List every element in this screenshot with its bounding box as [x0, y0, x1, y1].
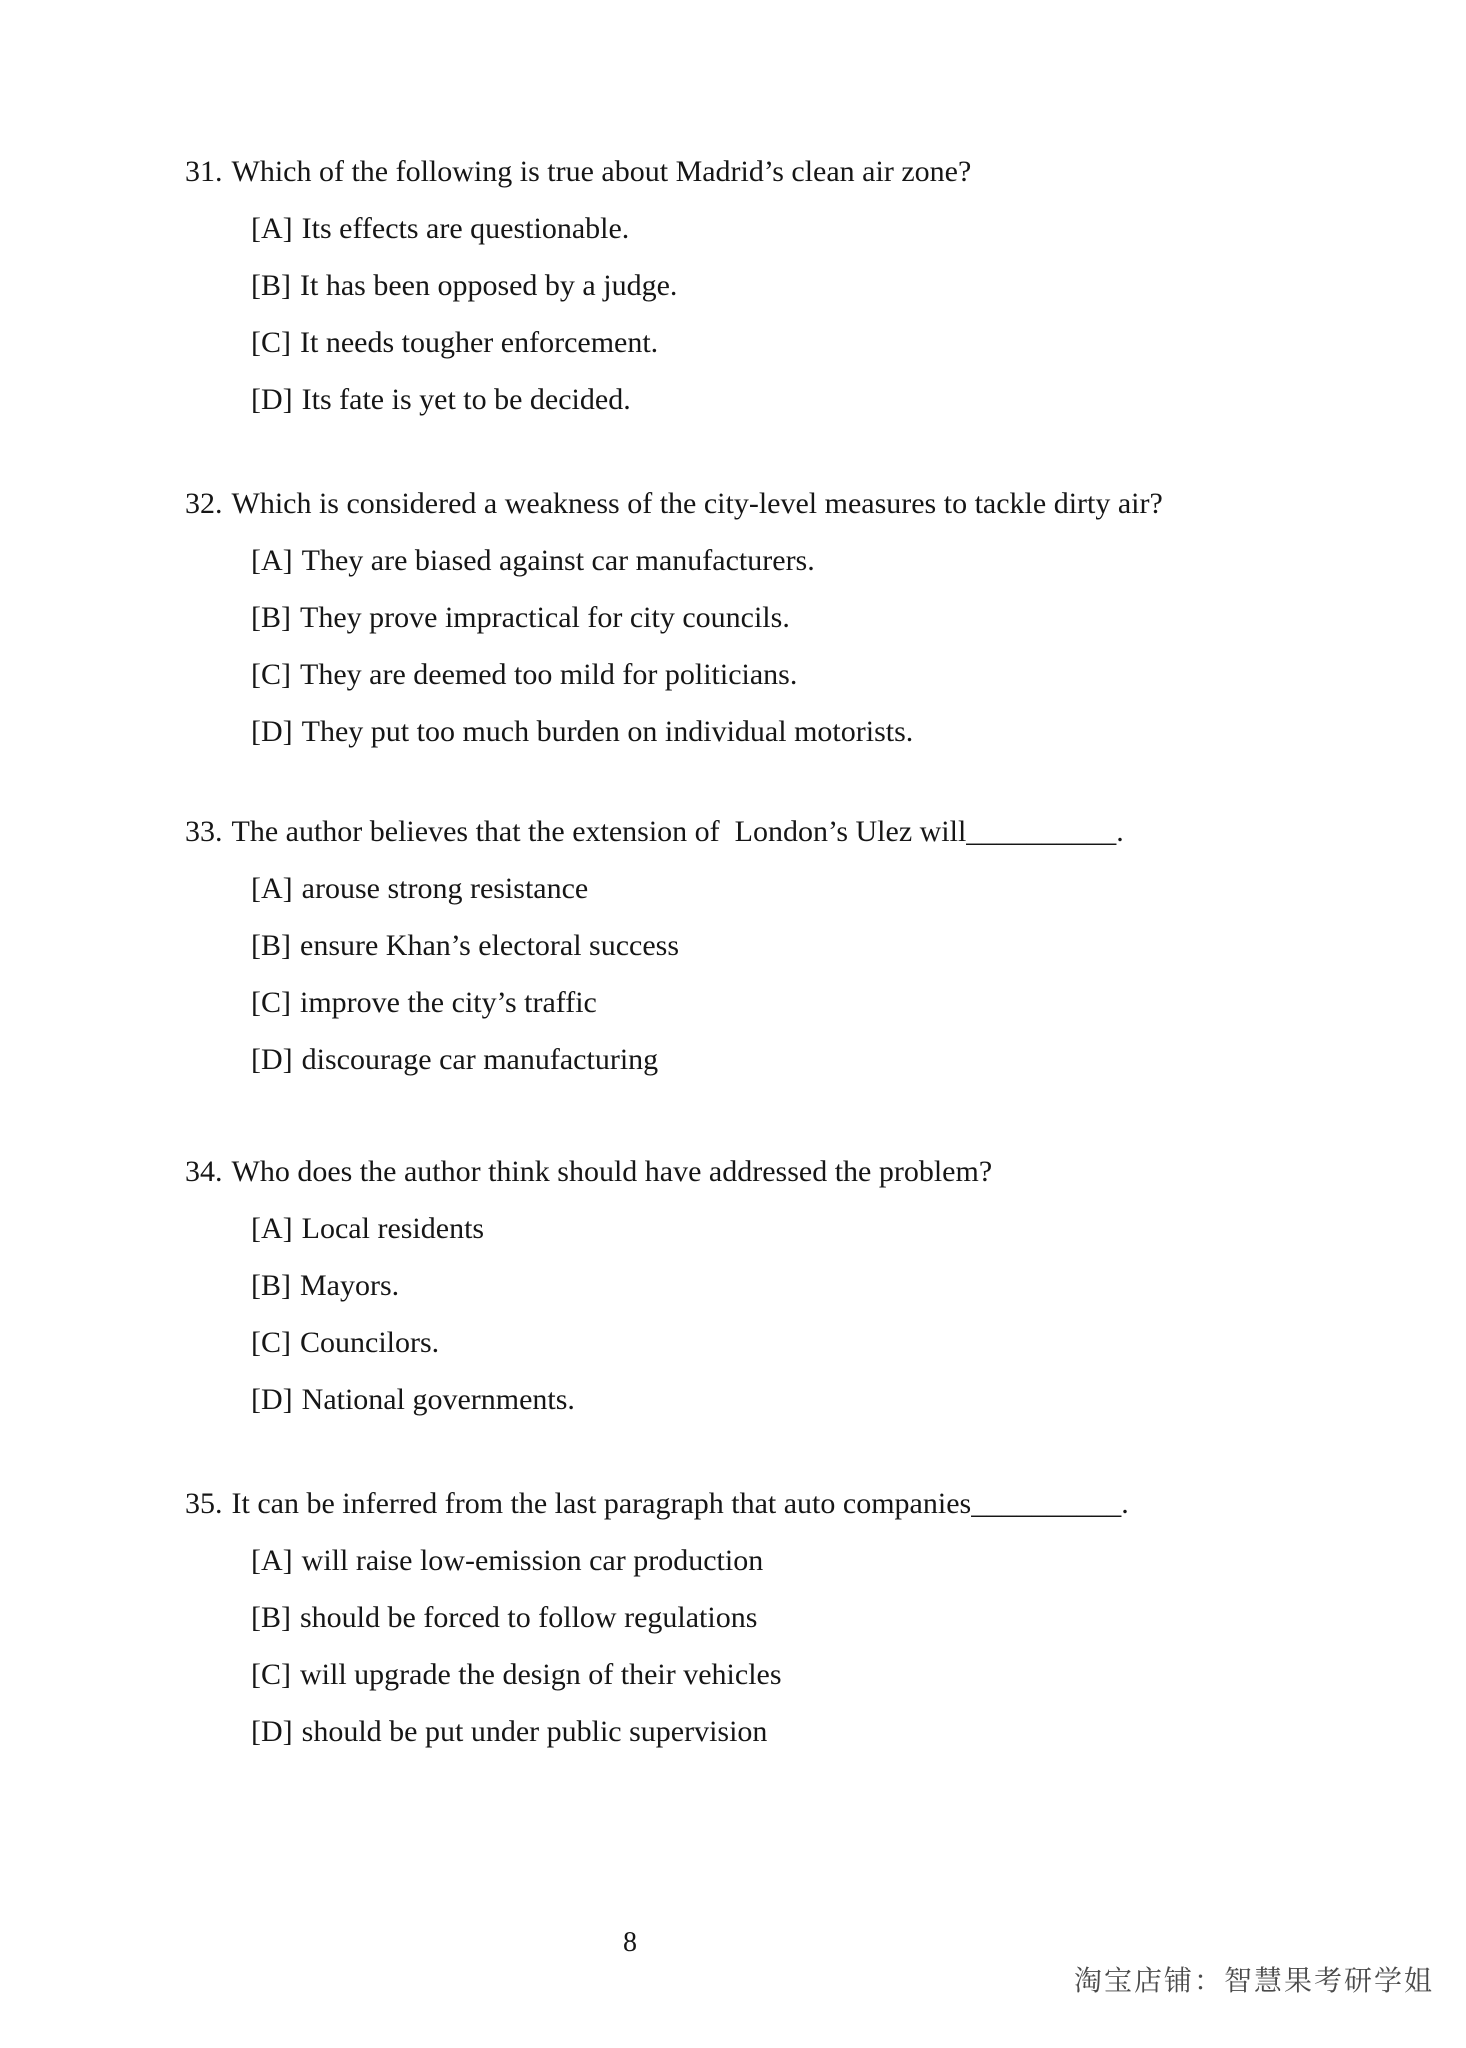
option-text: Councilors.	[300, 1326, 440, 1359]
option-label: [B]	[251, 1601, 291, 1634]
question-text: Who does the author think should have addressed the problem?	[231, 1155, 993, 1188]
option-text: It needs tougher enforcement.	[300, 326, 659, 359]
option-label: [B]	[251, 601, 291, 634]
options-list	[251, 1200, 1406, 1428]
page-number: 8	[623, 1927, 637, 1958]
question-stem	[185, 475, 1406, 532]
option-text: Mayors.	[300, 1269, 400, 1302]
question-stem	[185, 1475, 1406, 1532]
option-row	[251, 257, 1406, 314]
option-text: It has been opposed by a judge.	[300, 269, 678, 302]
question-number: 31.	[185, 155, 223, 188]
options-list	[251, 200, 1406, 428]
option-row	[251, 703, 1406, 760]
question-text: Which of the following is true about Madrid’s clean air zone?	[231, 155, 972, 188]
option-text: will upgrade the design of their vehicles	[300, 1658, 782, 1691]
options-list	[251, 532, 1406, 760]
option-text: should be put under public supervision	[301, 1715, 768, 1748]
option-label: [C]	[251, 986, 291, 1019]
option-text: Its fate is yet to be decided.	[301, 383, 631, 416]
option-row	[251, 314, 1406, 371]
option-text: Its effects are questionable.	[301, 212, 630, 245]
option-text: improve the city’s traffic	[300, 986, 597, 1019]
option-row	[251, 1532, 1406, 1589]
option-text: Local residents	[301, 1212, 485, 1245]
question-34	[185, 1143, 1406, 1428]
question-35	[185, 1475, 1406, 1760]
option-label: [D]	[251, 1043, 293, 1076]
option-row	[251, 860, 1406, 917]
option-row	[251, 1371, 1406, 1428]
option-text: should be forced to follow regulations	[300, 1601, 758, 1634]
option-row	[251, 1703, 1406, 1760]
question-stem	[185, 1143, 1406, 1200]
option-text: They put too much burden on individual motorists.	[301, 715, 914, 748]
option-row	[251, 532, 1406, 589]
option-row	[251, 1589, 1406, 1646]
options-list	[251, 1532, 1406, 1760]
question-stem	[185, 143, 1406, 200]
question-32	[185, 475, 1406, 760]
option-label: [C]	[251, 658, 291, 691]
option-label: [B]	[251, 269, 291, 302]
option-label: [C]	[251, 1658, 291, 1691]
question-text: The author believes that the extension of London’s Ulez will__________.	[231, 815, 1124, 848]
question-number: 33.	[185, 815, 223, 848]
option-row	[251, 1646, 1406, 1703]
option-row	[251, 917, 1406, 974]
option-row	[251, 1200, 1406, 1257]
option-label: [D]	[251, 715, 293, 748]
option-label: [A]	[251, 872, 293, 905]
option-label: [C]	[251, 326, 291, 359]
option-row	[251, 1314, 1406, 1371]
option-row	[251, 646, 1406, 703]
option-row	[251, 371, 1406, 428]
option-text: National governments.	[301, 1383, 575, 1416]
question-number: 35.	[185, 1487, 223, 1520]
option-row	[251, 200, 1406, 257]
option-row	[251, 1031, 1406, 1088]
option-label: [A]	[251, 212, 293, 245]
option-label: [A]	[251, 1212, 293, 1245]
question-33	[185, 803, 1406, 1088]
option-row	[251, 974, 1406, 1031]
option-text: will raise low-emission car production	[301, 1544, 764, 1577]
option-label: [B]	[251, 1269, 291, 1302]
option-label: [D]	[251, 1715, 293, 1748]
option-label: [A]	[251, 1544, 293, 1577]
option-label: [A]	[251, 544, 293, 577]
option-label: [D]	[251, 1383, 293, 1416]
question-number: 34.	[185, 1155, 223, 1188]
question-text: It can be inferred from the last paragraph that auto companies__________.	[231, 1487, 1129, 1520]
option-text: ensure Khan’s electoral success	[300, 929, 680, 962]
option-label: [D]	[251, 383, 293, 416]
option-text: They prove impractical for city councils.	[300, 601, 790, 634]
options-list	[251, 860, 1406, 1088]
option-label: [B]	[251, 929, 291, 962]
option-text: They are biased against car manufacturers.	[301, 544, 815, 577]
option-row	[251, 1257, 1406, 1314]
question-stem	[185, 803, 1406, 860]
question-31	[185, 143, 1406, 428]
option-row	[251, 589, 1406, 646]
option-text: discourage car manufacturing	[301, 1043, 659, 1076]
option-label: [C]	[251, 1326, 291, 1359]
option-text: arouse strong resistance	[301, 872, 589, 905]
question-text: Which is considered a weakness of the city-level measures to tackle dirty air?	[231, 487, 1163, 520]
shop-watermark: 淘宝店铺：智慧果考研学姐	[1073, 1966, 1434, 1997]
option-text: They are deemed too mild for politicians.	[300, 658, 798, 691]
question-number: 32.	[185, 487, 223, 520]
